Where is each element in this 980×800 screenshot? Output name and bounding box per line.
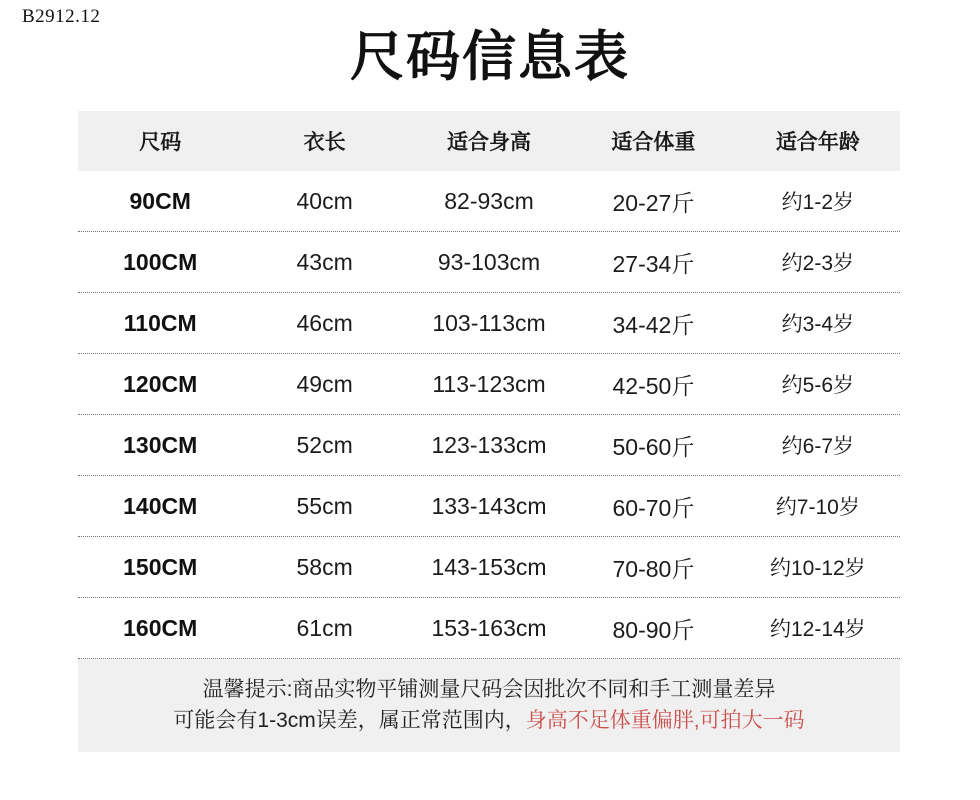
cell-size: 120CM [123, 370, 198, 397]
column-header-age: 适合年龄 [775, 131, 860, 154]
cell-size: 130CM [123, 431, 198, 458]
table-row [78, 415, 900, 476]
column-header-length: 衣长 [303, 131, 346, 154]
notice-line-2-black: 可能会有1-3cm误差，属正常范围内， [173, 709, 526, 732]
notice-line-2-red: 身高不足体重偏胖,可拍大一码 [525, 709, 805, 732]
cell-age: 约1-2岁 [781, 191, 854, 214]
table-row [78, 293, 900, 354]
page-title: 尺码信息表 [350, 27, 630, 87]
cell-size: 160CM [123, 614, 198, 641]
cell-length: 61cm [296, 614, 353, 641]
cell-weight: 34-42斤 [612, 311, 695, 338]
notice-line-1: 温馨提示:商品实物平铺测量尺码会因批次不同和手工测量差异 [202, 678, 776, 701]
cell-age: 约5-6岁 [781, 374, 854, 397]
cell-length: 43cm [296, 248, 353, 275]
cell-length: 40cm [296, 187, 353, 214]
notice-panel [78, 659, 900, 752]
table-row [78, 232, 900, 293]
table-row [78, 354, 900, 415]
cell-size: 150CM [123, 553, 198, 580]
cell-height: 133-143cm [431, 492, 547, 519]
column-header-height: 适合身高 [447, 131, 532, 154]
table-row [78, 537, 900, 598]
cell-size: 140CM [123, 492, 198, 519]
cell-weight: 80-90斤 [612, 616, 695, 643]
table-row [78, 476, 900, 537]
table-row [78, 598, 900, 659]
cell-weight: 20-27斤 [612, 189, 695, 216]
cell-weight: 27-34斤 [612, 250, 695, 277]
cell-weight: 60-70斤 [612, 494, 695, 521]
cell-age: 约3-4岁 [781, 313, 854, 336]
cell-age: 约12-14岁 [769, 618, 866, 641]
table-row [78, 171, 900, 232]
cell-length: 58cm [296, 553, 353, 580]
cell-length: 55cm [296, 492, 353, 519]
notice-line-2 [78, 705, 900, 736]
cell-height: 153-163cm [431, 614, 547, 641]
cell-age: 约10-12岁 [769, 557, 866, 580]
cell-age: 约6-7岁 [781, 435, 854, 458]
cell-length: 52cm [296, 431, 353, 458]
cell-height: 143-153cm [431, 553, 547, 580]
cell-length: 49cm [296, 370, 353, 397]
cell-height: 93-103cm [437, 248, 541, 275]
cell-size: 90CM [129, 187, 191, 214]
table-header-row [78, 111, 900, 171]
cell-weight: 70-80斤 [612, 555, 695, 582]
cell-height: 123-133cm [431, 431, 547, 458]
cell-age: 约2-3岁 [781, 252, 854, 275]
cell-weight: 42-50斤 [612, 372, 695, 399]
cell-length: 46cm [296, 309, 353, 336]
cell-age: 约7-10岁 [775, 496, 860, 519]
cell-height: 113-123cm [432, 370, 546, 397]
cell-weight: 50-60斤 [612, 433, 695, 460]
column-header-weight: 适合体重 [611, 131, 696, 154]
product-code: B2912.12 [22, 6, 101, 27]
cell-height: 103-113cm [432, 309, 546, 336]
size-table [78, 111, 900, 752]
cell-height: 82-93cm [444, 187, 534, 214]
cell-size: 100CM [123, 248, 198, 275]
cell-size: 110CM [123, 309, 197, 336]
column-header-size: 尺码 [139, 131, 182, 154]
